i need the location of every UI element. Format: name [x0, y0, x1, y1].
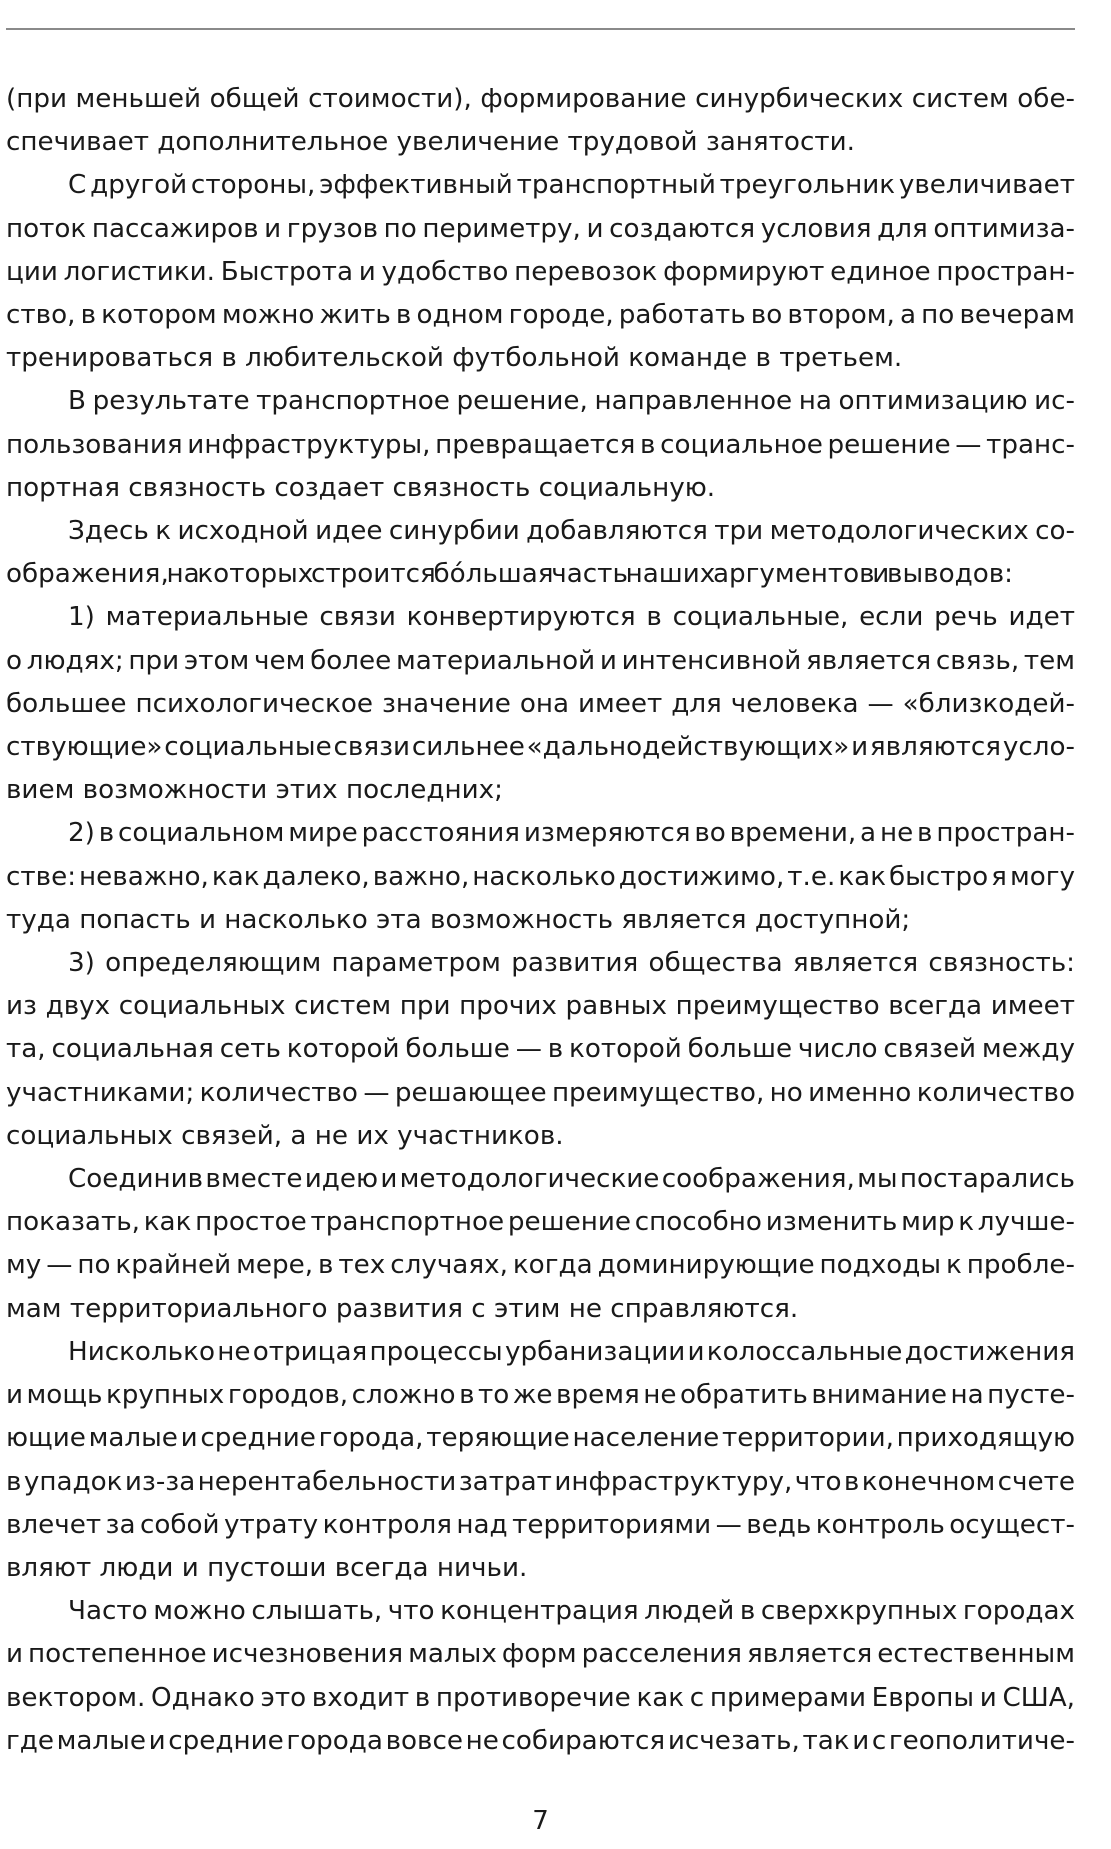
text-line: из двух социальных систем при прочих равных преимущество всегда имеет — [6, 991, 1075, 1022]
text-line: мам территориального развития с этим не справляются. — [6, 1293, 799, 1324]
text-line: Соединив вместе идею и методологические соображения, мы постарались — [68, 1164, 1075, 1195]
text-line: влечет за собой утрату контроля над территориями — ведь контроль осущест- — [6, 1509, 1075, 1540]
text-line: стве: неважно, как далеко, важно, насколько достижимо, т.е. как быстро я могу — [6, 861, 1075, 892]
text-line: ющие малые и средние города, теряющие население территории, приходящую — [6, 1423, 1075, 1454]
text-line: туда попасть и насколько эта возможность является доступной; — [6, 904, 911, 935]
text-line: в упадок из-за нерентабельности затрат инфраструктуру, что в конечном счете — [6, 1466, 1075, 1497]
text-line: пользования инфраструктуры, превращается в социальное решение — транс- — [6, 429, 1075, 460]
text-line: му — по крайней мере, в тех случаях, когда доминирующие подходы к пробле- — [6, 1250, 1075, 1281]
text-line: поток пассажиров и грузов по периметру, и создаются условия для оптимиза- — [6, 213, 1075, 244]
text-line: тренироваться в любительской футбольной команде в третьем. — [6, 343, 903, 374]
paragraph — [6, 164, 1075, 380]
text-line: Нисколько не отрицая процессы урбанизации и колоссальные достижения — [68, 1336, 1075, 1367]
text-line: портная связность создает связность социальную. — [6, 472, 716, 503]
text-line: В результате транспортное решение, направленное на оптимизацию ис- — [68, 386, 1075, 417]
text-line: (при меньшей общей стоимости), формирование синурбических систем обе- — [6, 84, 1075, 114]
header-rule — [6, 28, 1075, 30]
text-line: и постепенное исчезновения малых форм расселения является естественным — [6, 1639, 1075, 1670]
paragraph — [6, 596, 1075, 812]
text-line: и мощь крупных городов, сложно в то же время не обратить внимание на пусте- — [6, 1380, 1075, 1411]
paragraph — [6, 1590, 1075, 1763]
body-text — [6, 78, 1075, 1763]
paragraph — [6, 812, 1075, 942]
paragraph — [6, 942, 1075, 1158]
text-line: 3) определяющим параметром развития общества является связность: — [68, 948, 1075, 979]
paragraph — [6, 78, 1075, 164]
text-line: та, социальная сеть которой больше — в которой больше число связей между — [6, 1034, 1075, 1065]
text-line: Здесь к исходной идее синурбии добавляются три методологических со- — [68, 516, 1075, 547]
text-line: спечивает дополнительное увеличение трудовой занятости. — [6, 127, 855, 158]
paragraph — [6, 510, 1075, 596]
paragraph — [6, 1158, 1075, 1331]
text-line: о людях; при этом чем более материальной и интенсивной является связь, тем — [6, 645, 1075, 676]
text-line: вляют люди и пустоши всегда ничьи. — [6, 1552, 528, 1583]
text-line: участниками; количество — решающее преимущество, но именно количество — [6, 1077, 1075, 1108]
text-line: социальных связей, а не их участников. — [6, 1120, 564, 1151]
text-line: большее психологическое значение она имеет для человека — «близкодей- — [6, 688, 1075, 719]
text-line: показать, как простое транспортное решение способно изменить мир к лучше- — [6, 1207, 1075, 1238]
paragraph — [6, 380, 1075, 510]
text-line: где малые и средние города вовсе не собираются исчезать, так и с геополитиче- — [6, 1725, 1075, 1756]
text-line: вектором. Однако это входит в противоречие как с примерами Европы и США, — [6, 1682, 1075, 1713]
text-line: ство, в котором можно жить в одном городе, работать во втором, а по вечерам — [6, 300, 1075, 331]
text-line: ции логистики. Быстрота и удобство перевозок формируют единое простран- — [6, 256, 1075, 287]
text-line: ствующие» социальные связи сильнее «дальнодействующих» и являются усло- — [6, 732, 1075, 763]
page-number: 7 — [532, 1806, 549, 1836]
text-line: 1) материальные связи конвертируются в социальные, если речь идет — [68, 602, 1075, 633]
text-line: С другой стороны, эффективный транспортный треугольник увеличивает — [68, 170, 1075, 201]
paragraph — [6, 1331, 1075, 1590]
text-line: ображения, на которых строится бóльшая часть наших аргументов и выводов: — [6, 559, 1013, 590]
text-line: вием возможности этих последних; — [6, 775, 503, 806]
text-line: Часто можно слышать, что концентрация людей в сверхкрупных городах — [68, 1596, 1075, 1627]
text-line: 2) в социальном мире расстояния измеряются во времени, а не в простран- — [68, 818, 1075, 849]
